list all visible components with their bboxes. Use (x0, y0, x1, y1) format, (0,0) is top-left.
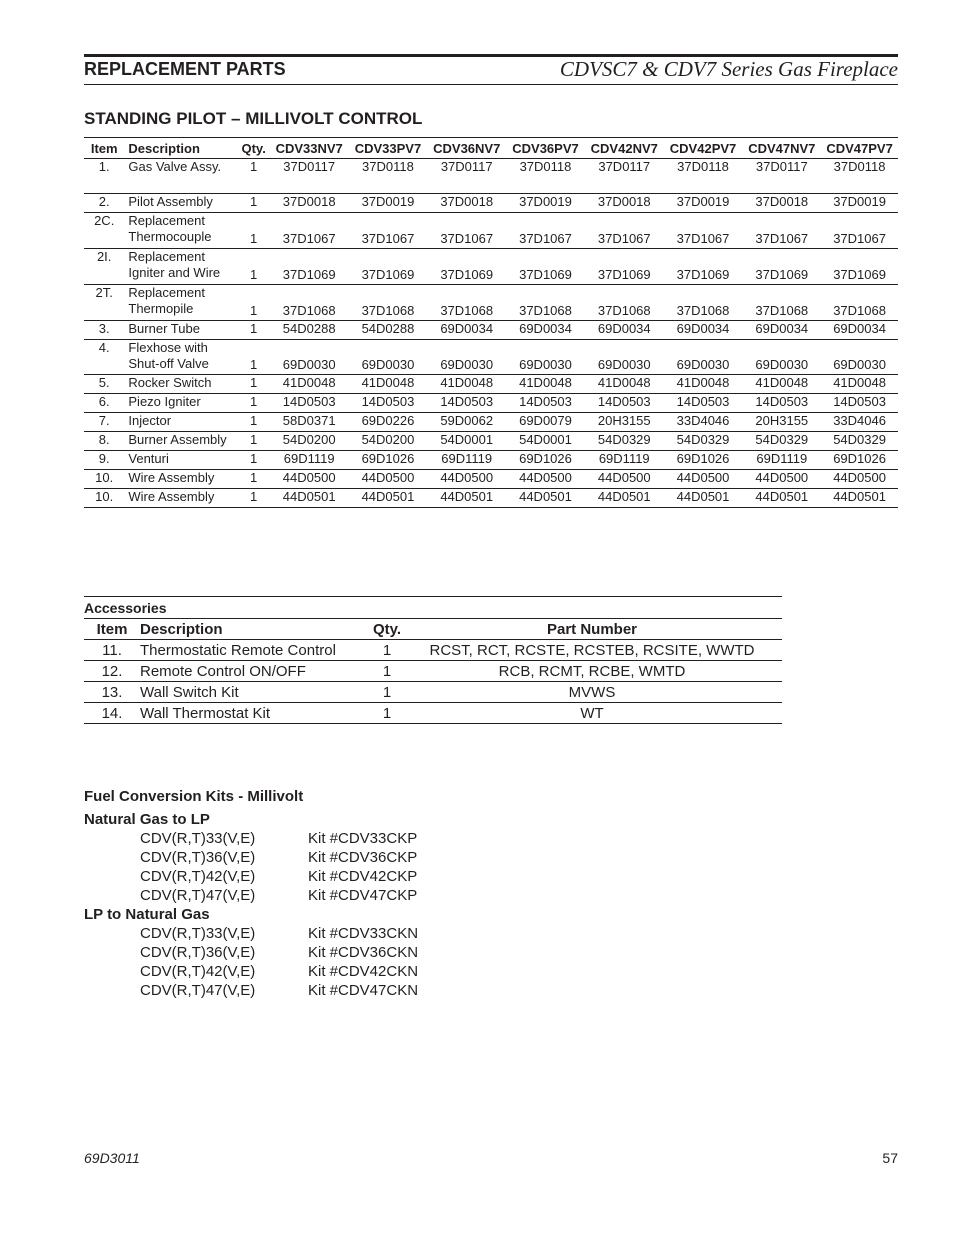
part-number: 14D0503 (427, 394, 506, 413)
conversion-model: CDV(R,T)36(V,E) (140, 944, 256, 961)
parts-col-header: CDV33PV7 (349, 138, 428, 159)
accessory-part-number: RCST, RCT, RCSTE, RCSTEB, RCSITE, WWTD (402, 640, 782, 661)
accessory-item: 14. (84, 703, 140, 724)
parts-item: 7. (84, 413, 124, 432)
part-number: 69D1119 (742, 451, 821, 470)
accessory-part-number: MVWS (402, 682, 782, 703)
part-number: 58D0371 (270, 413, 349, 432)
section-heading: REPLACEMENT PARTS (84, 59, 286, 79)
parts-description: Injector (124, 413, 237, 432)
accessory-qty: 1 (372, 640, 402, 661)
part-number: 44D0500 (349, 470, 428, 489)
part-number: 14D0503 (821, 394, 898, 413)
conversion-model: CDV(R,T)33(V,E) (140, 925, 256, 942)
part-number: 69D0034 (664, 321, 743, 340)
parts-col-header: Description (124, 138, 237, 159)
part-number: 37D0019 (349, 194, 428, 213)
conversion-kit: Kit #CDV42CKP (308, 868, 418, 885)
document-number: 69D3011 (84, 1150, 140, 1166)
part-number: 14D0503 (742, 394, 821, 413)
part-number: 37D0018 (427, 194, 506, 213)
part-number: 37D1067 (742, 213, 821, 249)
accessories-title: Accessories (84, 600, 167, 616)
part-number: 44D0500 (585, 470, 664, 489)
part-number: 54D0288 (349, 321, 428, 340)
parts-qty: 1 (238, 249, 270, 285)
part-number: 44D0500 (742, 470, 821, 489)
part-number: 69D1119 (270, 451, 349, 470)
acc-col-item: Item (84, 619, 140, 640)
accessory-row (84, 682, 782, 703)
parts-item: 1. (84, 159, 124, 194)
conversion-kit: Kit #CDV36CKN (308, 944, 419, 961)
part-number: 69D0034 (506, 321, 585, 340)
part-number: 54D0329 (742, 432, 821, 451)
accessory-description: Remote Control ON/OFF (140, 661, 372, 682)
parts-row (84, 249, 898, 285)
parts-item: 8. (84, 432, 124, 451)
part-number: 44D0501 (585, 489, 664, 508)
part-number: 69D0030 (821, 340, 898, 375)
parts-item: 3. (84, 321, 124, 340)
part-number: 69D0034 (821, 321, 898, 340)
part-number: 37D0117 (270, 159, 349, 194)
part-number: 37D1068 (664, 285, 743, 321)
accessory-qty: 1 (372, 661, 402, 682)
parts-row (84, 432, 898, 451)
part-number: 69D0030 (270, 340, 349, 375)
conversion-model: CDV(R,T)42(V,E) (140, 868, 256, 885)
part-number: 37D0019 (506, 194, 585, 213)
parts-qty: 1 (238, 432, 270, 451)
parts-item: 9. (84, 451, 124, 470)
part-number: 14D0503 (506, 394, 585, 413)
parts-qty: 1 (238, 470, 270, 489)
parts-item: 6. (84, 394, 124, 413)
part-number: 20H3155 (585, 413, 664, 432)
part-number: 20H3155 (742, 413, 821, 432)
parts-col-header: CDV47PV7 (821, 138, 898, 159)
part-number: 37D0117 (585, 159, 664, 194)
part-number: 37D1069 (506, 249, 585, 285)
accessory-description: Thermostatic Remote Control (140, 640, 372, 661)
part-number: 41D0048 (349, 375, 428, 394)
parts-qty: 1 (238, 489, 270, 508)
part-number: 54D0329 (585, 432, 664, 451)
accessories-table (84, 618, 782, 724)
part-number: 37D0117 (427, 159, 506, 194)
part-number: 37D1067 (506, 213, 585, 249)
conversion-kit: Kit #CDV47CKN (308, 982, 419, 999)
conversion-kit: Kit #CDV47CKP (308, 887, 418, 904)
part-number: 44D0501 (270, 489, 349, 508)
part-number: 37D0118 (506, 159, 585, 194)
part-number: 37D1067 (270, 213, 349, 249)
part-number: 69D0030 (664, 340, 743, 375)
parts-table-header (84, 138, 898, 159)
part-number: 33D4046 (821, 413, 898, 432)
parts-description: Burner Assembly (124, 432, 237, 451)
part-number: 37D0019 (821, 194, 898, 213)
part-number: 44D0501 (506, 489, 585, 508)
page-number: 57 (882, 1150, 898, 1166)
part-number: 37D1069 (664, 249, 743, 285)
parts-item: 4. (84, 340, 124, 375)
part-number: 37D0018 (270, 194, 349, 213)
parts-row (84, 159, 898, 194)
part-number: 69D0034 (427, 321, 506, 340)
product-title: CDVSC7 & CDV7 Series Gas Fireplace (559, 57, 898, 81)
part-number: 54D0200 (270, 432, 349, 451)
parts-col-header: CDV47NV7 (742, 138, 821, 159)
part-number: 37D1068 (506, 285, 585, 321)
parts-col-header: Qty. (238, 138, 270, 159)
parts-row (84, 375, 898, 394)
parts-row (84, 213, 898, 249)
part-number: 37D0118 (664, 159, 743, 194)
part-number: 44D0501 (821, 489, 898, 508)
part-number: 44D0500 (821, 470, 898, 489)
part-number: 37D1069 (427, 249, 506, 285)
part-number: 54D0329 (821, 432, 898, 451)
part-number: 44D0501 (664, 489, 743, 508)
part-number: 37D1068 (427, 285, 506, 321)
part-number: 69D0030 (585, 340, 664, 375)
conversion-kit: Kit #CDV33CKP (308, 830, 418, 847)
parts-qty: 1 (238, 340, 270, 375)
part-number: 54D0329 (664, 432, 743, 451)
accessory-row (84, 640, 782, 661)
part-number: 69D0226 (349, 413, 428, 432)
accessory-qty: 1 (372, 703, 402, 724)
part-number: 69D1026 (821, 451, 898, 470)
part-number: 44D0500 (664, 470, 743, 489)
acc-col-description: Description (140, 619, 372, 640)
part-number: 69D1026 (349, 451, 428, 470)
part-number: 37D1067 (585, 213, 664, 249)
accessories-rule (84, 596, 782, 597)
part-number: 69D1026 (664, 451, 743, 470)
part-number: 37D0118 (349, 159, 428, 194)
part-number: 37D1068 (349, 285, 428, 321)
part-number: 44D0500 (506, 470, 585, 489)
parts-description: Gas Valve Assy. (124, 159, 237, 194)
part-number: 41D0048 (506, 375, 585, 394)
part-number: 69D0030 (427, 340, 506, 375)
parts-col-header: CDV33NV7 (270, 138, 349, 159)
parts-row (84, 470, 898, 489)
parts-col-header: CDV36NV7 (427, 138, 506, 159)
parts-row (84, 451, 898, 470)
part-number: 37D1067 (427, 213, 506, 249)
part-number: 37D1068 (742, 285, 821, 321)
parts-description: Rocker Switch (124, 375, 237, 394)
parts-description: Piezo Igniter (124, 394, 237, 413)
part-number: 69D0034 (742, 321, 821, 340)
parts-qty: 1 (238, 451, 270, 470)
parts-qty: 1 (238, 394, 270, 413)
part-number: 14D0503 (585, 394, 664, 413)
part-number: 54D0288 (270, 321, 349, 340)
conversion-group-label: Natural Gas to LP (84, 811, 210, 828)
parts-item: 5. (84, 375, 124, 394)
part-number: 14D0503 (270, 394, 349, 413)
part-number: 37D0018 (742, 194, 821, 213)
accessory-part-number: WT (402, 703, 782, 724)
conversion-model: CDV(R,T)33(V,E) (140, 830, 256, 847)
part-number: 54D0001 (427, 432, 506, 451)
parts-table-title: STANDING PILOT – MILLIVOLT CONTROL (84, 109, 423, 128)
part-number: 14D0503 (664, 394, 743, 413)
parts-item: 2C. (84, 213, 124, 249)
part-number: 37D0117 (742, 159, 821, 194)
part-number: 37D0019 (664, 194, 743, 213)
parts-row (84, 413, 898, 432)
fuel-conversion-title: Fuel Conversion Kits - Millivolt (84, 788, 304, 805)
part-number: 41D0048 (427, 375, 506, 394)
accessory-description: Wall Switch Kit (140, 682, 372, 703)
part-number: 44D0500 (427, 470, 506, 489)
parts-col-header: CDV42PV7 (664, 138, 743, 159)
accessories-table-header (84, 619, 782, 640)
part-number: 37D1069 (349, 249, 428, 285)
part-number: 44D0501 (349, 489, 428, 508)
part-number: 37D1068 (270, 285, 349, 321)
parts-row (84, 194, 898, 213)
part-number: 69D0030 (742, 340, 821, 375)
part-number: 54D0001 (506, 432, 585, 451)
parts-qty: 1 (238, 375, 270, 394)
parts-description: Wire Assembly (124, 470, 237, 489)
part-number: 41D0048 (270, 375, 349, 394)
acc-col-qty: Qty. (372, 620, 402, 638)
accessory-item: 12. (84, 661, 140, 682)
parts-col-header: CDV36PV7 (506, 138, 585, 159)
parts-row (84, 489, 898, 508)
part-number: 69D0034 (585, 321, 664, 340)
parts-qty: 1 (238, 213, 270, 249)
accessory-row (84, 703, 782, 724)
accessory-qty: 1 (372, 682, 402, 703)
part-number: 41D0048 (664, 375, 743, 394)
parts-description: Burner Tube (124, 321, 237, 340)
accessory-description: Wall Thermostat Kit (140, 703, 372, 724)
parts-description: Venturi (124, 451, 237, 470)
parts-qty: 1 (238, 194, 270, 213)
conversion-model: CDV(R,T)42(V,E) (140, 963, 256, 980)
part-number: 14D0503 (349, 394, 428, 413)
part-number: 69D1119 (427, 451, 506, 470)
parts-item: 2T. (84, 285, 124, 321)
part-number: 37D1069 (270, 249, 349, 285)
part-number: 69D0030 (506, 340, 585, 375)
parts-qty: 1 (238, 321, 270, 340)
parts-qty: 1 (238, 285, 270, 321)
parts-col-header: CDV42NV7 (585, 138, 664, 159)
conversion-group-label: LP to Natural Gas (84, 906, 210, 923)
part-number: 69D0030 (349, 340, 428, 375)
parts-item: 2. (84, 194, 124, 213)
part-number: 33D4046 (664, 413, 743, 432)
part-number: 37D0118 (821, 159, 898, 194)
conversion-kit: Kit #CDV36CKP (308, 849, 418, 866)
parts-row (84, 394, 898, 413)
parts-item: 2I. (84, 249, 124, 285)
part-number: 37D1068 (821, 285, 898, 321)
part-number: 69D1119 (585, 451, 664, 470)
part-number: 37D1067 (349, 213, 428, 249)
parts-description: Replacement Igniter and Wire (124, 249, 237, 285)
parts-qty: 1 (238, 159, 270, 194)
parts-col-header: Item (84, 138, 124, 159)
part-number: 37D1067 (664, 213, 743, 249)
part-number: 41D0048 (821, 375, 898, 394)
part-number: 37D1069 (585, 249, 664, 285)
part-number: 59D0062 (427, 413, 506, 432)
part-number: 37D1069 (821, 249, 898, 285)
part-number: 37D1067 (821, 213, 898, 249)
parts-table (84, 137, 898, 508)
conversion-model: CDV(R,T)47(V,E) (140, 887, 256, 904)
part-number: 54D0200 (349, 432, 428, 451)
conversion-kit: Kit #CDV33CKN (308, 925, 419, 942)
acc-col-part-number: Part Number (402, 619, 782, 640)
part-number: 69D0079 (506, 413, 585, 432)
accessory-item: 13. (84, 682, 140, 703)
part-number: 44D0501 (742, 489, 821, 508)
header-rule-bottom (84, 84, 898, 85)
accessory-item: 11. (84, 640, 140, 661)
parts-row (84, 285, 898, 321)
part-number: 69D1026 (506, 451, 585, 470)
parts-row (84, 340, 898, 375)
part-number: 37D0018 (585, 194, 664, 213)
parts-row (84, 321, 898, 340)
part-number: 37D1068 (585, 285, 664, 321)
part-number: 41D0048 (742, 375, 821, 394)
parts-description: Wire Assembly (124, 489, 237, 508)
parts-description: Replacement Thermopile (124, 285, 237, 321)
part-number: 41D0048 (585, 375, 664, 394)
conversion-kit: Kit #CDV42CKN (308, 963, 419, 980)
part-number: 44D0500 (270, 470, 349, 489)
parts-description: Flexhose with Shut-off Valve (124, 340, 237, 375)
parts-qty: 1 (238, 413, 270, 432)
part-number: 44D0501 (427, 489, 506, 508)
parts-description: Replacement Thermocouple (124, 213, 237, 249)
parts-item: 10. (84, 470, 124, 489)
parts-description: Pilot Assembly (124, 194, 237, 213)
part-number: 37D1069 (742, 249, 821, 285)
accessory-part-number: RCB, RCMT, RCBE, WMTD (402, 661, 782, 682)
parts-item: 10. (84, 489, 124, 508)
accessory-row (84, 661, 782, 682)
conversion-model: CDV(R,T)47(V,E) (140, 982, 256, 999)
conversion-model: CDV(R,T)36(V,E) (140, 849, 256, 866)
